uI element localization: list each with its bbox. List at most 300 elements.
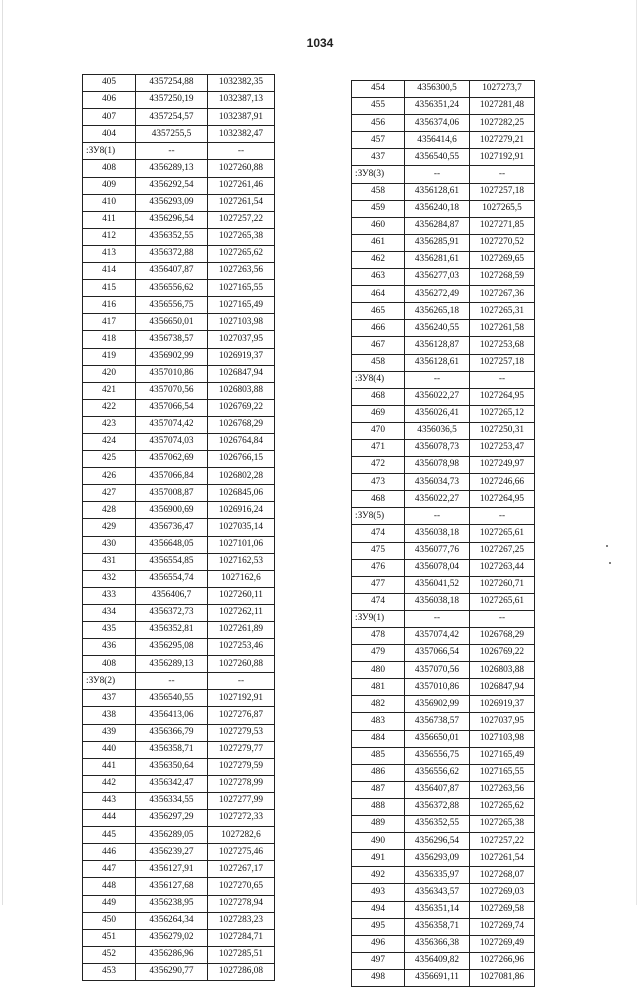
point-number-cell: 441 xyxy=(83,758,136,775)
x-coordinate-cell: 4356374,06 xyxy=(405,115,470,132)
point-number-cell: 411 xyxy=(83,211,136,228)
y-coordinate-cell: 1027165,49 xyxy=(208,297,275,314)
x-coordinate-cell: 4356264,34 xyxy=(136,912,208,929)
y-coordinate-cell: 1026845,06 xyxy=(208,485,275,502)
x-coordinate-cell: 4356407,87 xyxy=(136,263,208,280)
point-number-cell: 468 xyxy=(352,388,405,405)
point-number-cell: 432 xyxy=(83,570,136,587)
y-coordinate-cell: 1027162,6 xyxy=(208,570,275,587)
x-coordinate-cell: 4356026,41 xyxy=(405,405,470,422)
y-coordinate-cell: 1027249,97 xyxy=(470,457,535,474)
x-coordinate-cell: -- xyxy=(136,673,208,690)
point-number-cell: 458 xyxy=(352,183,405,200)
point-number-cell: 410 xyxy=(83,194,136,211)
table-row xyxy=(352,884,535,901)
point-number-cell: 482 xyxy=(352,696,405,713)
point-number-cell: 427 xyxy=(83,485,136,502)
x-coordinate-cell: 4356409,82 xyxy=(405,952,470,969)
point-number-cell: 468 xyxy=(352,491,405,508)
point-number-cell: 412 xyxy=(83,228,136,245)
y-coordinate-cell: 1027281,48 xyxy=(470,98,535,115)
x-coordinate-cell: 4356300,5 xyxy=(405,81,470,98)
y-coordinate-cell: 1027253,47 xyxy=(470,439,535,456)
y-coordinate-cell: 1026916,24 xyxy=(208,502,275,519)
y-coordinate-cell: -- xyxy=(208,143,275,160)
point-number-cell: 430 xyxy=(83,536,136,553)
y-coordinate-cell: 1027257,18 xyxy=(470,183,535,200)
x-coordinate-cell: 4356128,61 xyxy=(405,183,470,200)
point-number-cell: 496 xyxy=(352,935,405,952)
table-row xyxy=(352,747,535,764)
table-row xyxy=(352,833,535,850)
x-coordinate-cell: 4356414,6 xyxy=(405,132,470,149)
x-coordinate-cell: 4356736,47 xyxy=(136,519,208,536)
y-coordinate-cell: 1026803,88 xyxy=(470,662,535,679)
table-row xyxy=(83,946,275,963)
point-number-cell: 416 xyxy=(83,297,136,314)
point-number-cell: 458 xyxy=(352,354,405,371)
x-coordinate-cell: 4356648,05 xyxy=(136,536,208,553)
page-number: 1034 xyxy=(306,36,334,50)
y-coordinate-cell: 1027265,38 xyxy=(470,816,535,833)
point-number-cell: :ЗУ8(3) xyxy=(352,166,405,183)
x-coordinate-cell: 4356293,09 xyxy=(136,194,208,211)
point-number-cell: 478 xyxy=(352,628,405,645)
x-coordinate-cell: -- xyxy=(405,371,470,388)
point-number-cell: 418 xyxy=(83,331,136,348)
point-number-cell: 407 xyxy=(83,109,136,126)
point-number-cell: 488 xyxy=(352,798,405,815)
y-coordinate-cell: 1027246,66 xyxy=(470,474,535,491)
table-row xyxy=(83,194,275,211)
y-coordinate-cell: 1027192,91 xyxy=(470,149,535,166)
point-number-cell: 474 xyxy=(352,593,405,610)
table-row xyxy=(83,775,275,792)
y-coordinate-cell: 1027266,96 xyxy=(470,952,535,969)
x-coordinate-cell: 4356292,54 xyxy=(136,177,208,194)
table-row xyxy=(83,314,275,331)
table-row xyxy=(352,713,535,730)
point-number-cell: 480 xyxy=(352,662,405,679)
table-row xyxy=(83,109,275,126)
point-number-cell: 450 xyxy=(83,912,136,929)
table-row xyxy=(352,474,535,491)
y-coordinate-cell: 1027260,88 xyxy=(208,160,275,177)
x-coordinate-cell: 4356556,75 xyxy=(405,747,470,764)
y-coordinate-cell: 1027264,95 xyxy=(470,388,535,405)
y-coordinate-cell: 1027261,58 xyxy=(470,320,535,337)
y-coordinate-cell: 1027265,61 xyxy=(470,525,535,542)
table-row xyxy=(352,935,535,952)
x-coordinate-cell: 4357066,54 xyxy=(136,399,208,416)
y-coordinate-cell: 1027265,12 xyxy=(470,405,535,422)
x-coordinate-cell: 4356127,91 xyxy=(136,861,208,878)
x-coordinate-cell: 4356078,04 xyxy=(405,559,470,576)
y-coordinate-cell: 1027162,53 xyxy=(208,553,275,570)
point-number-cell: 484 xyxy=(352,730,405,747)
x-coordinate-cell: 4356240,18 xyxy=(405,200,470,217)
table-row xyxy=(352,217,535,234)
x-coordinate-cell: -- xyxy=(405,610,470,627)
table-row xyxy=(83,878,275,895)
x-coordinate-cell: 4356342,47 xyxy=(136,775,208,792)
table-row xyxy=(83,929,275,946)
point-number-cell: 448 xyxy=(83,878,136,895)
point-number-cell: 464 xyxy=(352,286,405,303)
x-coordinate-cell: 4356289,13 xyxy=(136,656,208,673)
table-row xyxy=(352,593,535,610)
point-number-cell: 475 xyxy=(352,542,405,559)
point-number-cell: 447 xyxy=(83,861,136,878)
point-number-cell: 471 xyxy=(352,439,405,456)
table-row xyxy=(83,75,275,92)
y-coordinate-cell: 1027262,11 xyxy=(208,604,275,621)
point-number-cell: 497 xyxy=(352,952,405,969)
point-number-cell: 472 xyxy=(352,457,405,474)
point-number-cell: 481 xyxy=(352,679,405,696)
x-coordinate-cell: 4357008,87 xyxy=(136,485,208,502)
y-coordinate-cell: 1027265,61 xyxy=(470,593,535,610)
y-coordinate-cell: 1027267,25 xyxy=(470,542,535,559)
table-row xyxy=(83,416,275,433)
table-row xyxy=(352,183,535,200)
x-coordinate-cell: 4356281,61 xyxy=(405,251,470,268)
parcel-header-row xyxy=(352,166,535,183)
y-coordinate-cell: 1032382,47 xyxy=(208,126,275,143)
table-row xyxy=(83,451,275,468)
point-number-cell: :ЗУ8(5) xyxy=(352,508,405,525)
point-number-cell: 446 xyxy=(83,844,136,861)
x-coordinate-cell: 4356285,91 xyxy=(405,234,470,251)
x-coordinate-cell: 4357074,03 xyxy=(136,433,208,450)
x-coordinate-cell: 4357062,69 xyxy=(136,451,208,468)
x-coordinate-cell: 4356022,27 xyxy=(405,491,470,508)
x-coordinate-cell: 4356289,13 xyxy=(136,160,208,177)
point-number-cell: 465 xyxy=(352,303,405,320)
x-coordinate-cell: 4356738,57 xyxy=(405,713,470,730)
point-number-cell: 443 xyxy=(83,792,136,809)
point-number-cell: 429 xyxy=(83,519,136,536)
point-number-cell: 449 xyxy=(83,895,136,912)
table-row xyxy=(83,177,275,194)
x-coordinate-cell: 4356296,54 xyxy=(405,833,470,850)
point-number-cell: 492 xyxy=(352,867,405,884)
table-row xyxy=(83,485,275,502)
y-coordinate-cell: 1027037,95 xyxy=(470,713,535,730)
y-coordinate-cell: 1027273,7 xyxy=(470,81,535,98)
point-number-cell: 439 xyxy=(83,724,136,741)
x-coordinate-cell: 4356279,02 xyxy=(136,929,208,946)
y-coordinate-cell: 1027165,55 xyxy=(470,764,535,781)
point-number-cell: 461 xyxy=(352,234,405,251)
y-coordinate-cell: 1027278,99 xyxy=(208,775,275,792)
point-number-cell: 438 xyxy=(83,707,136,724)
coordinates-table-right-body xyxy=(352,81,535,987)
table-row xyxy=(352,457,535,474)
x-coordinate-cell: 4356296,54 xyxy=(136,211,208,228)
point-number-cell: 440 xyxy=(83,741,136,758)
point-number-cell: 462 xyxy=(352,251,405,268)
x-coordinate-cell: 4356272,49 xyxy=(405,286,470,303)
table-row xyxy=(352,200,535,217)
x-coordinate-cell: 4356406,7 xyxy=(136,587,208,604)
x-coordinate-cell: 4356297,29 xyxy=(136,810,208,827)
x-coordinate-cell: 4356650,01 xyxy=(405,730,470,747)
y-coordinate-cell: 1027279,59 xyxy=(208,758,275,775)
x-coordinate-cell: 4356366,38 xyxy=(405,935,470,952)
point-number-cell: :ЗУ9(1) xyxy=(352,610,405,627)
point-number-cell: 489 xyxy=(352,816,405,833)
y-coordinate-cell: 1027165,55 xyxy=(208,280,275,297)
x-coordinate-cell: 4357074,42 xyxy=(405,628,470,645)
table-row xyxy=(83,553,275,570)
point-number-cell: 405 xyxy=(83,75,136,92)
y-coordinate-cell: 1026847,94 xyxy=(208,365,275,382)
point-number-cell: 419 xyxy=(83,348,136,365)
table-row xyxy=(83,280,275,297)
x-coordinate-cell: 4356358,71 xyxy=(136,741,208,758)
table-row xyxy=(83,126,275,143)
point-number-cell: 445 xyxy=(83,827,136,844)
point-number-cell: 466 xyxy=(352,320,405,337)
y-coordinate-cell: 1027269,49 xyxy=(470,935,535,952)
table-row xyxy=(83,536,275,553)
x-coordinate-cell: 4356077,76 xyxy=(405,542,470,559)
table-row xyxy=(352,969,535,986)
x-coordinate-cell: 4356902,99 xyxy=(405,696,470,713)
table-row xyxy=(83,502,275,519)
y-coordinate-cell: -- xyxy=(470,508,535,525)
table-row xyxy=(83,92,275,109)
table-row xyxy=(83,365,275,382)
y-coordinate-cell: 1027271,85 xyxy=(470,217,535,234)
x-coordinate-cell: 4356238,95 xyxy=(136,895,208,912)
x-coordinate-cell: 4356036,5 xyxy=(405,422,470,439)
table-row xyxy=(83,382,275,399)
x-coordinate-cell: 4357254,88 xyxy=(136,75,208,92)
y-coordinate-cell: 1027265,62 xyxy=(208,245,275,262)
table-row xyxy=(83,348,275,365)
point-number-cell: 494 xyxy=(352,901,405,918)
x-coordinate-cell: 4356022,27 xyxy=(405,388,470,405)
table-row xyxy=(83,297,275,314)
table-row xyxy=(83,639,275,656)
coordinates-table-left xyxy=(82,74,275,981)
table-row xyxy=(83,604,275,621)
y-coordinate-cell: 1027257,22 xyxy=(470,833,535,850)
point-number-cell: 493 xyxy=(352,884,405,901)
table-row xyxy=(83,570,275,587)
x-coordinate-cell: 4356038,18 xyxy=(405,593,470,610)
y-coordinate-cell: 1027265,5 xyxy=(470,200,535,217)
point-number-cell: 414 xyxy=(83,263,136,280)
point-number-cell: 473 xyxy=(352,474,405,491)
table-row xyxy=(352,798,535,815)
x-coordinate-cell: 4356556,62 xyxy=(136,280,208,297)
table-row xyxy=(352,901,535,918)
y-coordinate-cell: 1027257,18 xyxy=(470,354,535,371)
y-coordinate-cell: 1027269,58 xyxy=(470,901,535,918)
table-row xyxy=(83,844,275,861)
x-coordinate-cell: 4356239,27 xyxy=(136,844,208,861)
x-coordinate-cell: 4356343,57 xyxy=(405,884,470,901)
table-row xyxy=(352,679,535,696)
x-coordinate-cell: 4356352,81 xyxy=(136,622,208,639)
table-row xyxy=(83,792,275,809)
x-coordinate-cell: 4356041,52 xyxy=(405,576,470,593)
point-number-cell: 434 xyxy=(83,604,136,621)
y-coordinate-cell: 1027286,08 xyxy=(208,963,275,980)
x-coordinate-cell: 4356650,01 xyxy=(136,314,208,331)
y-coordinate-cell: 1027283,23 xyxy=(208,912,275,929)
x-coordinate-cell: 4356407,87 xyxy=(405,781,470,798)
x-coordinate-cell: 4356540,55 xyxy=(136,690,208,707)
y-coordinate-cell: 1027285,51 xyxy=(208,946,275,963)
y-coordinate-cell: 1026768,29 xyxy=(470,628,535,645)
table-row xyxy=(352,952,535,969)
y-coordinate-cell: 1026764,84 xyxy=(208,433,275,450)
y-coordinate-cell: 1027192,91 xyxy=(208,690,275,707)
table-row xyxy=(352,867,535,884)
point-number-cell: 463 xyxy=(352,269,405,286)
table-row xyxy=(352,576,535,593)
point-number-cell: 415 xyxy=(83,280,136,297)
y-coordinate-cell: -- xyxy=(470,610,535,627)
y-coordinate-cell: 1026919,37 xyxy=(208,348,275,365)
table-row xyxy=(83,724,275,741)
point-number-cell: 417 xyxy=(83,314,136,331)
point-number-cell: 469 xyxy=(352,405,405,422)
point-number-cell: 422 xyxy=(83,399,136,416)
x-coordinate-cell: 4356554,74 xyxy=(136,570,208,587)
y-coordinate-cell: 1027257,22 xyxy=(208,211,275,228)
point-number-cell: 428 xyxy=(83,502,136,519)
x-coordinate-cell: 4356128,87 xyxy=(405,337,470,354)
y-coordinate-cell: 1027279,21 xyxy=(470,132,535,149)
point-number-cell: 487 xyxy=(352,781,405,798)
table-row xyxy=(83,245,275,262)
point-number-cell: 477 xyxy=(352,576,405,593)
x-coordinate-cell: 4356350,64 xyxy=(136,758,208,775)
y-coordinate-cell: 1027081,86 xyxy=(470,969,535,986)
table-row xyxy=(352,388,535,405)
point-number-cell: 409 xyxy=(83,177,136,194)
y-coordinate-cell: 1026803,88 xyxy=(208,382,275,399)
x-coordinate-cell: 4357070,56 xyxy=(405,662,470,679)
table-row xyxy=(83,707,275,724)
y-coordinate-cell: 1027250,31 xyxy=(470,422,535,439)
point-number-cell: 486 xyxy=(352,764,405,781)
point-number-cell: 408 xyxy=(83,160,136,177)
table-row xyxy=(352,251,535,268)
x-coordinate-cell: 4357066,84 xyxy=(136,468,208,485)
point-number-cell: 437 xyxy=(352,149,405,166)
point-number-cell: 470 xyxy=(352,422,405,439)
point-number-cell: 453 xyxy=(83,963,136,980)
point-number-cell: 437 xyxy=(83,690,136,707)
x-coordinate-cell: 4356358,71 xyxy=(405,918,470,935)
table-row xyxy=(352,234,535,251)
coordinates-table-right xyxy=(351,80,535,987)
table-row xyxy=(83,912,275,929)
y-coordinate-cell: 1032387,91 xyxy=(208,109,275,126)
point-number-cell: 435 xyxy=(83,622,136,639)
point-number-cell: 457 xyxy=(352,132,405,149)
y-coordinate-cell: 1032382,35 xyxy=(208,75,275,92)
y-coordinate-cell: 1027260,71 xyxy=(470,576,535,593)
table-row xyxy=(352,491,535,508)
x-coordinate-cell: 4356293,09 xyxy=(405,850,470,867)
x-coordinate-cell: 4356265,18 xyxy=(405,303,470,320)
x-coordinate-cell: 4356277,03 xyxy=(405,269,470,286)
scan-speck xyxy=(609,562,611,564)
point-number-cell: 406 xyxy=(83,92,136,109)
point-number-cell: 454 xyxy=(352,81,405,98)
table-row xyxy=(352,354,535,371)
y-coordinate-cell: 1027260,11 xyxy=(208,587,275,604)
table-row xyxy=(352,149,535,166)
table-row xyxy=(83,468,275,485)
y-coordinate-cell: 1027270,52 xyxy=(470,234,535,251)
table-row xyxy=(83,895,275,912)
x-coordinate-cell: 4356738,57 xyxy=(136,331,208,348)
table-row xyxy=(352,525,535,542)
point-number-cell: :ЗУ8(1) xyxy=(83,143,136,160)
point-number-cell: 444 xyxy=(83,810,136,827)
y-coordinate-cell: 1027269,03 xyxy=(470,884,535,901)
y-coordinate-cell: 1027269,65 xyxy=(470,251,535,268)
table-row xyxy=(83,656,275,673)
y-coordinate-cell: 1027260,88 xyxy=(208,656,275,673)
y-coordinate-cell: 1027035,14 xyxy=(208,519,275,536)
y-coordinate-cell: 1027037,95 xyxy=(208,331,275,348)
y-coordinate-cell: 1026847,94 xyxy=(470,679,535,696)
x-coordinate-cell: 4356413,06 xyxy=(136,707,208,724)
point-number-cell: 442 xyxy=(83,775,136,792)
point-number-cell: 404 xyxy=(83,126,136,143)
y-coordinate-cell: 1027263,56 xyxy=(208,263,275,280)
table-row xyxy=(83,861,275,878)
y-coordinate-cell: 1027261,46 xyxy=(208,177,275,194)
table-row xyxy=(352,662,535,679)
table-row xyxy=(83,587,275,604)
y-coordinate-cell: 1027277,99 xyxy=(208,792,275,809)
table-row xyxy=(352,320,535,337)
point-number-cell: 452 xyxy=(83,946,136,963)
x-coordinate-cell: 4356691,11 xyxy=(405,969,470,986)
x-coordinate-cell: 4356352,55 xyxy=(136,228,208,245)
point-number-cell: 491 xyxy=(352,850,405,867)
table-row xyxy=(83,519,275,536)
x-coordinate-cell: -- xyxy=(136,143,208,160)
x-coordinate-cell: 4356335,97 xyxy=(405,867,470,884)
table-row xyxy=(352,730,535,747)
point-number-cell: 498 xyxy=(352,969,405,986)
y-coordinate-cell: 1027103,98 xyxy=(470,730,535,747)
point-number-cell: 436 xyxy=(83,639,136,656)
x-coordinate-cell: 4356900,69 xyxy=(136,502,208,519)
y-coordinate-cell: 1027101,06 xyxy=(208,536,275,553)
y-coordinate-cell: 1027267,17 xyxy=(208,861,275,878)
table-row xyxy=(352,132,535,149)
x-coordinate-cell: 4357250,19 xyxy=(136,92,208,109)
table-row xyxy=(352,115,535,132)
table-row xyxy=(83,622,275,639)
y-coordinate-cell: 1027261,54 xyxy=(208,194,275,211)
table-row xyxy=(352,303,535,320)
point-number-cell: 467 xyxy=(352,337,405,354)
y-coordinate-cell: 1027265,31 xyxy=(470,303,535,320)
